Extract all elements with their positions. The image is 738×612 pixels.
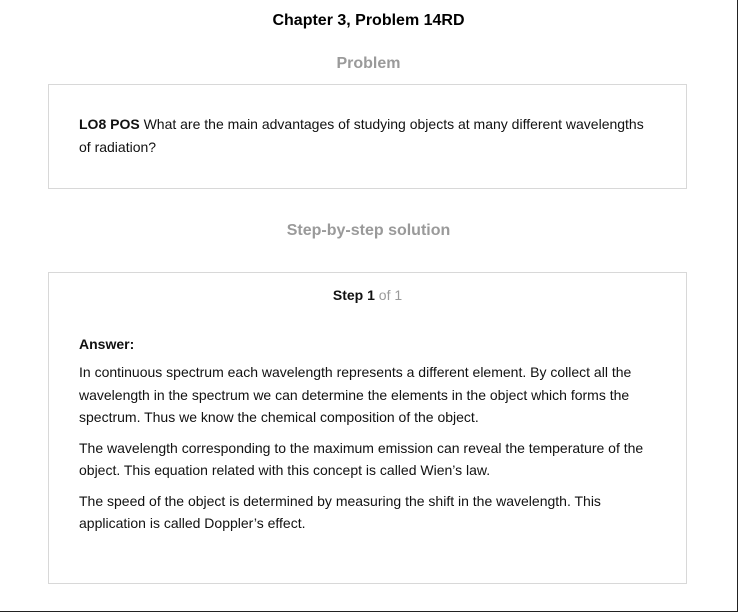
problem-tag: LO8 POS [79, 116, 140, 132]
step-number: 1 [367, 287, 375, 303]
answer-label: Answer: [79, 336, 135, 352]
problem-box [48, 84, 687, 189]
solution-heading: Step-by-step solution [286, 222, 451, 239]
answer-paragraph: In continuous spectrum each wavelength represents a different element. By collect all the wavelength in the spectrum we can determine the elements in the object which forms the spectrum. Thus we know the chemical composition of the object. [79, 364, 632, 425]
step-total: of 1 [378, 287, 403, 303]
answer-paragraph: The wavelength corresponding to the maximum emission can reveal the temperature of the object. This equation related with this concept is called Wien’s law. [79, 439, 644, 478]
solution-box [48, 272, 687, 584]
problem-heading: Problem [336, 55, 401, 72]
step-header [79, 286, 656, 304]
page-title: Chapter 3, Problem 14RD [272, 12, 465, 29]
step-label: Step [332, 287, 364, 303]
answer-paragraph: The speed of the object is determined by measuring the shift in the wavelength. This application is called Doppler’s effect. [79, 492, 601, 531]
problem-text: What are the main advantages of studying objects at many different wavelengths of radiation? [79, 116, 644, 155]
